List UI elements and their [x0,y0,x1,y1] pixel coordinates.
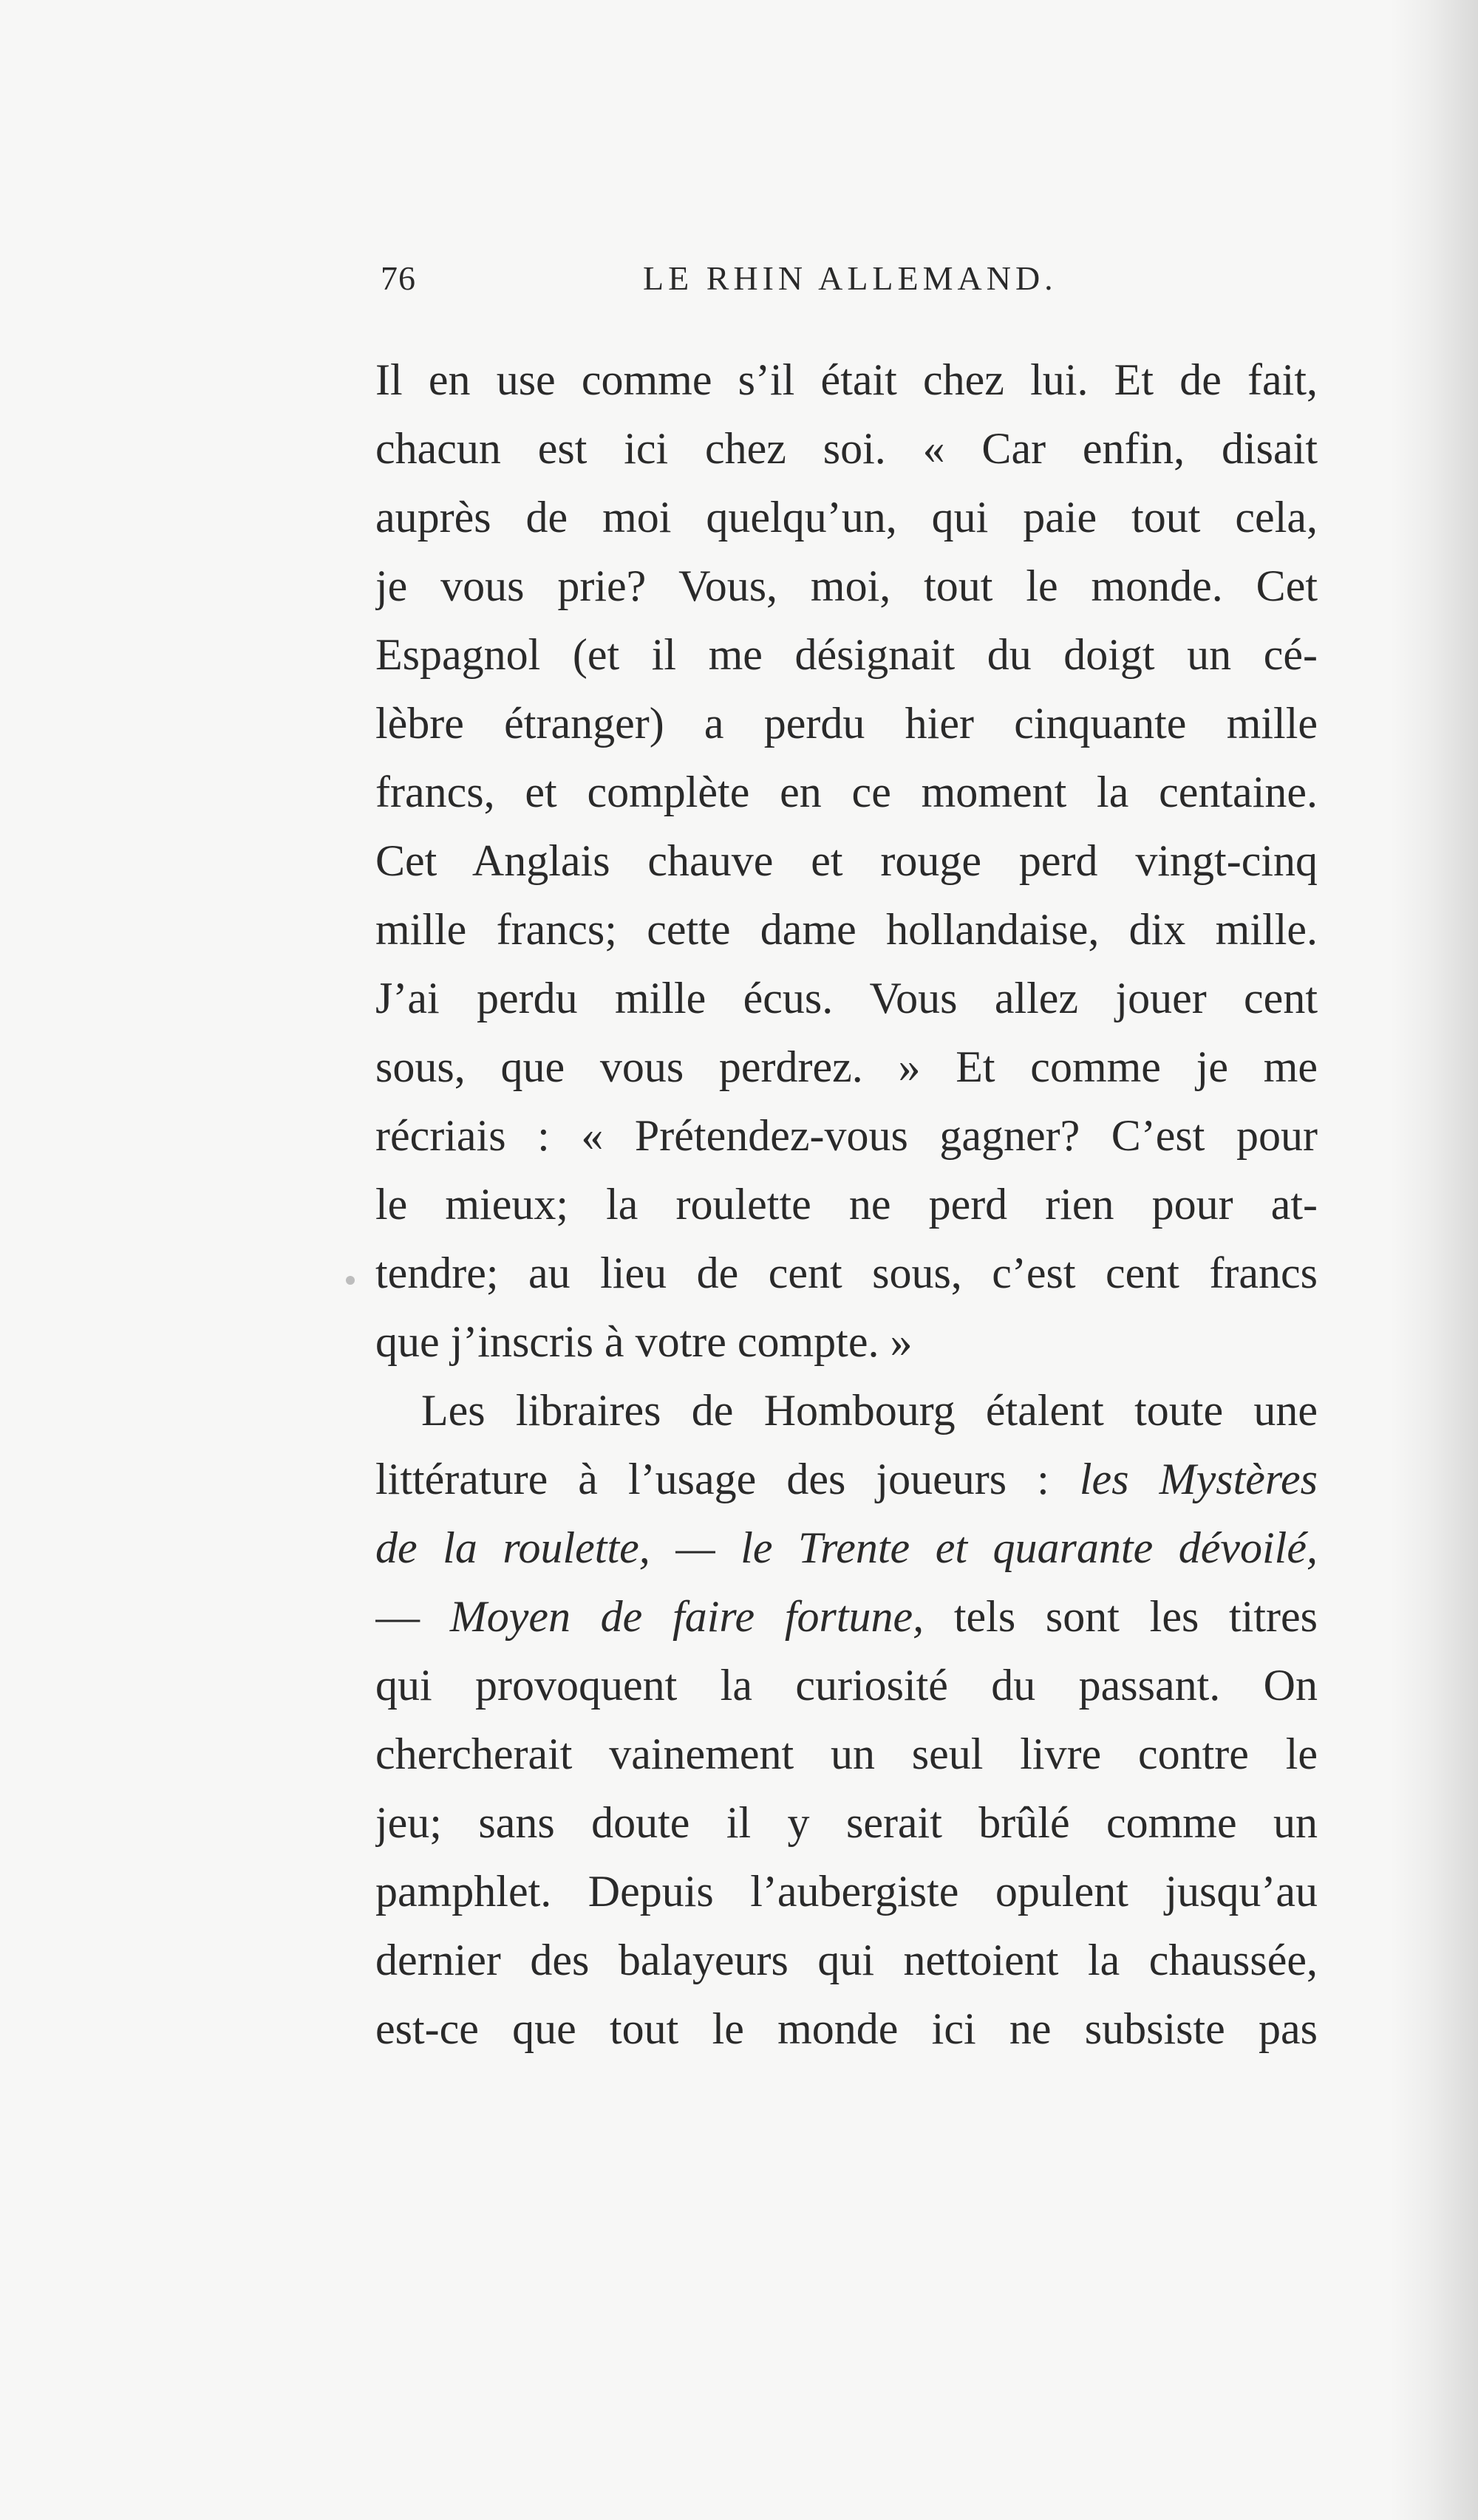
italic-title: Moyen de faire fortune, [449,1592,924,1641]
margin-dot [346,1276,355,1285]
text-line: chacun est ici chez soi. « Car enfin, disait [375,424,1318,473]
text-line: Cet Anglais chauve et rouge perd vingt-cinq [375,836,1318,885]
body-text [375,346,1318,2063]
text-line: J’ai perdu mille écus. Vous allez jouer cent [375,974,1318,1022]
text-line [375,1582,1318,1651]
text-line: francs, et complète en ce moment la centaine. [375,768,1318,816]
text-line: auprès de moi quelqu’un, qui paie tout cela, [375,493,1318,542]
text-line: Il en use comme s’il était chez lui. Et de fait, [375,355,1318,404]
text-line: dernier des balayeurs qui nettoient la chaussée, [375,1936,1318,1984]
text-line: Espagnol (et il me désignait du doigt un cé- [375,630,1318,679]
text-line: je vous prie? Vous, moi, tout le monde. Cet [375,561,1318,610]
text-segment: tels sont les titres [924,1592,1318,1641]
text-line: récriais : « Prétendez-vous gagner? C’est pour [375,1111,1318,1160]
italic-title: de la roulette, — le Trente et quarante dévoilé, [375,1523,1318,1572]
text-line: le mieux; la roulette ne perd rien pour at- [375,1180,1318,1229]
text-line: Les libraires de Hombourg étalent toute une [421,1386,1318,1435]
text-line: jeu; sans doute il y serait brûlé comme un [375,1798,1318,1847]
text-line: mille francs; cette dame hollandaise, dix mille. [375,905,1318,954]
text-segment: littérature à l’usage des joueurs : [375,1455,1080,1503]
text-line: que j’inscris à votre compte. » [375,1317,913,1366]
text-line: lèbre étranger) a perdu hier cinquante mille [375,699,1318,748]
running-title: LE RHIN ALLEMAND. [643,259,1058,297]
text-line: sous, que vous perdrez. » Et comme je me [375,1042,1318,1091]
page-header [381,259,1308,303]
text-line: est-ce que tout le monde ici ne subsiste pas [375,2004,1318,2053]
text-line [375,1445,1318,1514]
italic-title: les Mystères [1079,1455,1318,1503]
page-edge-shadow [1389,0,1478,2520]
text-line: pamphlet. Depuis l’aubergiste opulent jusqu’au [375,1867,1318,1916]
text-line: qui provoquent la curiosité du passant. On [375,1661,1318,1710]
text-line [375,1514,1318,1582]
text-line: chercherait vainement un seul livre contre le [375,1729,1318,1778]
text-segment: — [375,1592,450,1641]
page-number: 76 [381,259,416,297]
text-line: tendre; au lieu de cent sous, c’est cent francs [375,1249,1318,1297]
